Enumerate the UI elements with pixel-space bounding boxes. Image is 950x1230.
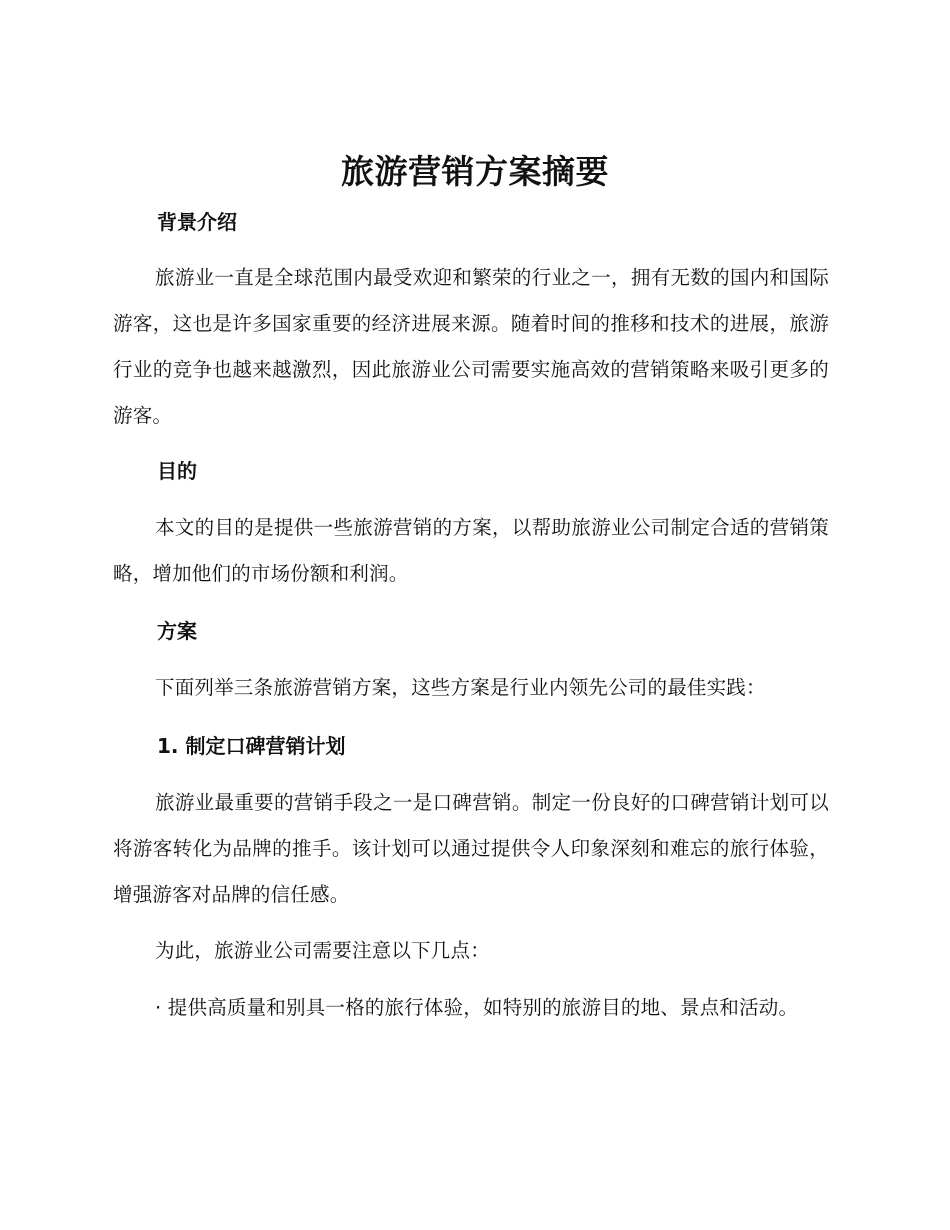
paragraph-notes-intro: 为此，旅游业公司需要注意以下几点： — [155, 939, 490, 962]
section-heading-word-of-mouth: 1. 制定口碑营销计划 — [157, 734, 346, 758]
paragraph-word-of-mouth: 旅游业最重要的营销手段之一是口碑营销。制定一份良好的口碑营销计划可以将游客转化为品牌的推手。该计划可以通过提供令人印象深刻和难忘的旅行体验，增强游客对品牌的信任感。 — [113, 791, 829, 906]
bullet-item: · 提供高质量和别具一格的旅行体验，如特别的旅游目的地、景点和活动。 — [155, 996, 799, 1019]
document-title: 旅游营销方案摘要 — [341, 152, 609, 191]
paragraph-purpose: 本文的目的是提供一些旅游营销的方案，以帮助旅游业公司制定合适的营销策略，增加他们的市场份额和利润。 — [113, 516, 829, 585]
paragraph-plan-intro: 下面列举三条旅游营销方案，这些方案是行业内领先公司的最佳实践： — [155, 676, 766, 699]
section-heading-purpose: 目的 — [157, 459, 197, 483]
section-heading-background: 背景介绍 — [157, 210, 237, 234]
paragraph-background: 旅游业一直是全球范围内最受欢迎和繁荣的行业之一，拥有无数的国内和国际游客，这也是许多国家重要的经济进展来源。随着时间的推移和技术的进展，旅游行业的竞争也越来越激烈，因此旅游业公司需要实施高效的营销策略来吸引更多的游客。 — [113, 266, 829, 427]
section-heading-plan: 方案 — [157, 619, 197, 643]
